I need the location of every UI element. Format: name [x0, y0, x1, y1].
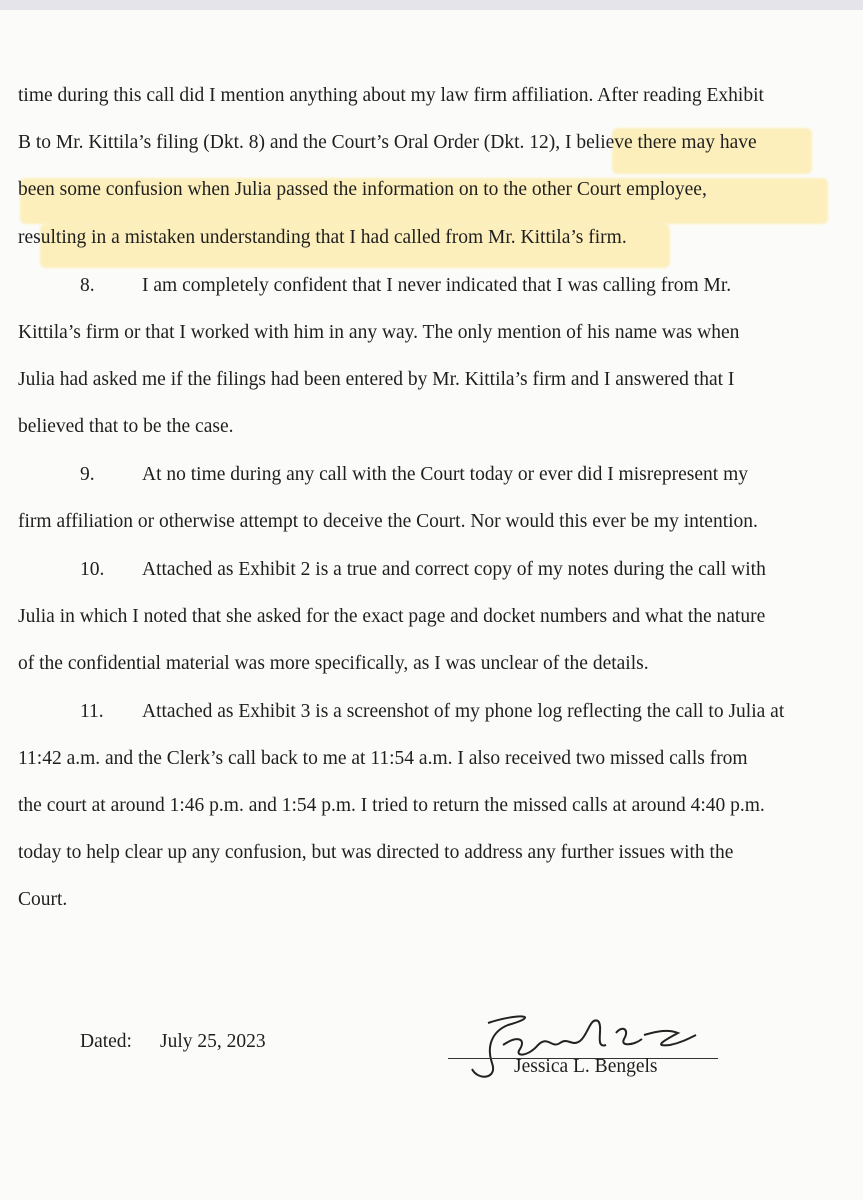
text-line: Julia had asked me if the filings had been entered by Mr. Kittila’s firm and I answered that I	[18, 369, 735, 390]
text-line: firm affiliation or otherwise attempt to deceive the Court. Nor would this ever be my intention.	[18, 511, 758, 532]
paragraph-number: 10.	[80, 559, 105, 580]
text-line: 11:42 a.m. and the Clerk’s call back to me at 11:54 a.m. I also received two missed calls from	[18, 748, 748, 769]
signer-name: Jessica L. Bengels	[514, 1056, 658, 1077]
text-line: time during this call did I mention anything about my law firm affiliation. After reading Exhibit	[18, 85, 764, 106]
text-line: Court.	[18, 889, 68, 910]
text-line: Attached as Exhibit 2 is a true and correct copy of my notes during the call with	[142, 559, 766, 580]
paragraph-number: 8.	[80, 275, 95, 296]
text-line: today to help clear up any confusion, but was directed to address any further issues with the	[18, 842, 734, 863]
text-line: I am completely confident that I never indicated that I was calling from Mr.	[142, 275, 732, 296]
text-line: At no time during any call with the Court today or ever did I misrepresent my	[142, 464, 748, 485]
paragraph-number: 11.	[80, 701, 104, 722]
text-line: Julia in which I noted that she asked for the exact page and docket numbers and what the nature	[18, 606, 766, 627]
text-line: believed that to be the case.	[18, 416, 234, 437]
text-line: the court at around 1:46 p.m. and 1:54 p.m. I tried to return the missed calls at around 4:40 p.m.	[18, 795, 765, 816]
paragraph-number: 9.	[80, 464, 95, 485]
text-line: Kittila’s firm or that I worked with him in any way. The only mention of his name was when	[18, 322, 740, 343]
document-page	[0, 10, 863, 1200]
dated-label: Dated:	[80, 1031, 132, 1052]
text-line: B to Mr. Kittila’s filing (Dkt. 8) and the Court’s Oral Order (Dkt. 12), I believe there may have	[18, 132, 757, 153]
text-line: Attached as Exhibit 3 is a screenshot of my phone log reflecting the call to Julia at	[142, 701, 785, 722]
date: July 25, 2023	[160, 1031, 266, 1052]
text-line: resulting in a mistaken understanding that I had called from Mr. Kittila’s firm.	[18, 227, 627, 248]
text-line: been some confusion when Julia passed the information on to the other Court employee,	[18, 179, 707, 200]
text-line: of the confidential material was more specifically, as I was unclear of the details.	[18, 653, 649, 674]
